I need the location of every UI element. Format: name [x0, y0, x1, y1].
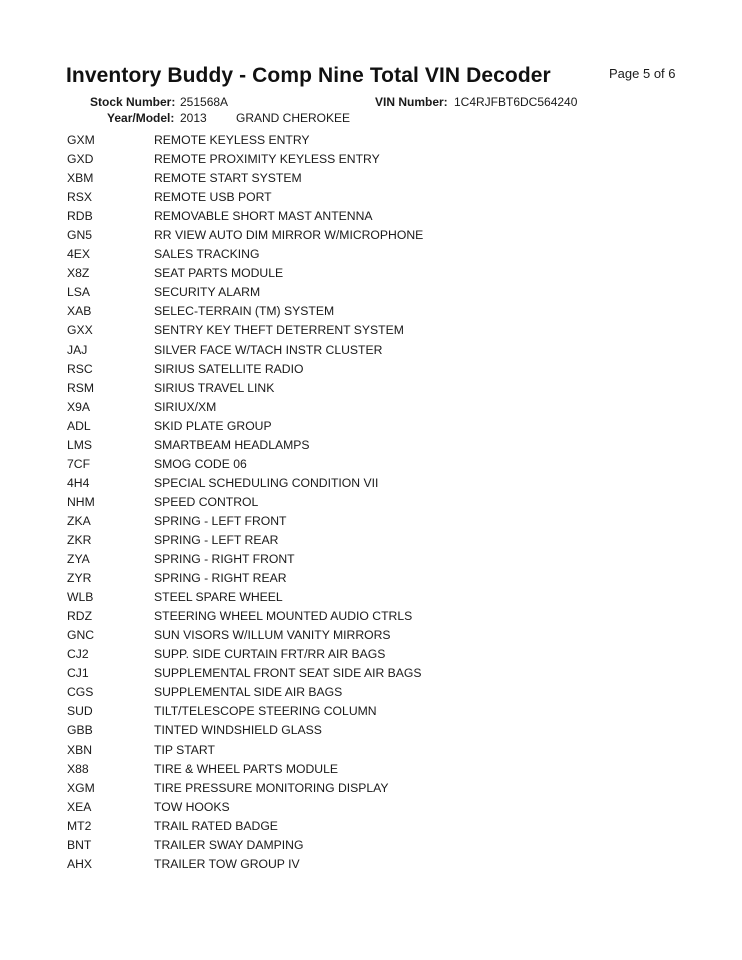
option-description: TIP START — [154, 742, 215, 757]
stock-number-label: Stock Number: — [90, 95, 176, 109]
code-row — [0, 131, 742, 150]
code-row — [0, 683, 742, 702]
option-description: TRAILER SWAY DAMPING — [154, 837, 304, 852]
option-code: BNT — [67, 837, 92, 852]
option-description: STEEL SPARE WHEEL — [154, 590, 283, 605]
code-row — [0, 474, 742, 493]
option-code: WLB — [67, 590, 94, 605]
option-code: GN5 — [67, 228, 93, 243]
year-value: 2013 — [180, 111, 207, 125]
option-code: RDB — [67, 209, 93, 224]
option-description: REMOTE USB PORT — [154, 190, 272, 205]
option-code: GXM — [67, 133, 95, 147]
option-code: GXX — [67, 323, 93, 338]
option-description: SELEC-TERRAIN (TM) SYSTEM — [154, 304, 335, 319]
code-row — [0, 512, 742, 531]
option-description: SPRING - RIGHT REAR — [154, 571, 287, 586]
option-description: REMOTE START SYSTEM — [154, 171, 302, 186]
stock-number-value: 251568A — [180, 95, 229, 109]
option-description: REMOVABLE SHORT MAST ANTENNA — [154, 209, 373, 224]
option-description: SUN VISORS W/ILLUM VANITY MIRRORS — [154, 628, 391, 643]
option-code: NHM — [67, 494, 95, 509]
option-code: CJ2 — [67, 647, 89, 662]
code-row — [0, 436, 742, 455]
code-row — [0, 169, 742, 188]
option-description: REMOTE KEYLESS ENTRY — [154, 133, 310, 147]
code-row — [0, 741, 742, 760]
option-description: SKID PLATE GROUP — [154, 418, 272, 433]
document-title: Inventory Buddy - Comp Nine Total VIN Decoder — [66, 64, 551, 87]
code-row — [0, 550, 742, 569]
option-description: SPECIAL SCHEDULING CONDITION VII — [154, 475, 379, 490]
option-code: XGM — [67, 780, 95, 795]
vin-number-label: VIN Number: — [375, 95, 448, 109]
code-row — [0, 360, 742, 379]
code-row — [0, 817, 742, 836]
option-code: JAJ — [67, 342, 88, 357]
option-code: SUD — [67, 704, 93, 719]
code-row — [0, 302, 742, 321]
option-code: X88 — [67, 761, 89, 776]
option-description: TOW HOOKS — [154, 799, 230, 814]
code-row — [0, 779, 742, 798]
option-code: RSX — [67, 190, 93, 205]
code-row — [0, 531, 742, 550]
code-row — [0, 645, 742, 664]
code-row — [0, 226, 742, 245]
option-description: SIRIUS SATELLITE RADIO — [154, 361, 304, 376]
option-description: SUPP. SIDE CURTAIN FRT/RR AIR BAGS — [154, 647, 386, 662]
code-row — [0, 398, 742, 417]
code-row — [0, 702, 742, 721]
code-row — [0, 607, 742, 626]
option-code: XAB — [67, 304, 92, 319]
option-description: SALES TRACKING — [154, 247, 260, 262]
code-row — [0, 760, 742, 779]
option-code: MT2 — [67, 818, 92, 833]
code-row — [0, 588, 742, 607]
option-description: TIRE PRESSURE MONITORING DISPLAY — [154, 780, 389, 795]
code-row — [0, 721, 742, 740]
option-description: RR VIEW AUTO DIM MIRROR W/MICROPHONE — [154, 228, 424, 243]
option-description: TILT/TELESCOPE STEERING COLUMN — [154, 704, 377, 719]
option-code: CGS — [67, 685, 94, 700]
option-code: AHX — [67, 856, 93, 871]
option-code: GNC — [67, 628, 95, 643]
year-model-label: Year/Model: — [107, 111, 175, 125]
option-code: XBN — [67, 742, 93, 757]
option-description: STEERING WHEEL MOUNTED AUDIO CTRLS — [154, 609, 413, 624]
code-row — [0, 417, 742, 436]
option-code: RSC — [67, 361, 93, 376]
option-description: TINTED WINDSHIELD GLASS — [154, 723, 322, 738]
option-code: ZKR — [67, 532, 92, 547]
option-code: 4H4 — [67, 475, 90, 490]
option-description: TRAIL RATED BADGE — [154, 818, 278, 833]
option-description: SEAT PARTS MODULE — [154, 266, 284, 281]
code-row — [0, 321, 742, 340]
option-code: 7CF — [67, 456, 91, 471]
option-code: LMS — [67, 437, 93, 452]
option-code: CJ1 — [67, 666, 89, 681]
code-row — [0, 836, 742, 855]
option-code: XBM — [67, 171, 94, 186]
option-code: XEA — [67, 799, 92, 814]
option-description: SENTRY KEY THEFT DETERRENT SYSTEM — [154, 323, 404, 338]
option-code: GXD — [67, 152, 94, 167]
option-description: SECURITY ALARM — [154, 285, 261, 300]
option-code: GBB — [67, 723, 93, 738]
option-description: SPEED CONTROL — [154, 494, 259, 509]
option-description: TRAILER TOW GROUP IV — [154, 856, 300, 871]
option-description: TIRE & WHEEL PARTS MODULE — [154, 761, 338, 776]
code-row — [0, 379, 742, 398]
option-code: RDZ — [67, 609, 93, 624]
code-row — [0, 493, 742, 512]
model-value: GRAND CHEROKEE — [236, 111, 351, 125]
code-row — [0, 150, 742, 169]
option-code: X9A — [67, 399, 91, 414]
code-row — [0, 207, 742, 226]
code-row — [0, 188, 742, 207]
option-code: ADL — [67, 418, 91, 433]
code-row — [0, 245, 742, 264]
option-code: ZKA — [67, 513, 91, 528]
option-code: X8Z — [67, 266, 90, 281]
code-row — [0, 855, 742, 874]
option-description: SPRING - RIGHT FRONT — [154, 552, 295, 567]
option-description: REMOTE PROXIMITY KEYLESS ENTRY — [154, 152, 380, 167]
option-description: SPRING - LEFT REAR — [154, 532, 279, 547]
option-code: ZYA — [67, 552, 90, 567]
option-code: LSA — [67, 285, 91, 300]
option-description: SIRIUX/XM — [154, 399, 217, 414]
page-number: Page 5 of 6 — [609, 66, 676, 81]
code-row — [0, 341, 742, 360]
code-row — [0, 283, 742, 302]
option-description: SUPPLEMENTAL SIDE AIR BAGS — [154, 685, 343, 700]
option-code: ZYR — [67, 571, 92, 586]
option-description: SUPPLEMENTAL FRONT SEAT SIDE AIR BAGS — [154, 666, 422, 681]
option-description: SILVER FACE W/TACH INSTR CLUSTER — [154, 342, 383, 357]
code-row — [0, 798, 742, 817]
code-row — [0, 569, 742, 588]
option-description: SMOG CODE 06 — [154, 456, 247, 471]
code-row — [0, 264, 742, 283]
vin-number-value: 1C4RJFBT6DC564240 — [454, 95, 578, 109]
option-description: SMARTBEAM HEADLAMPS — [154, 437, 310, 452]
code-row — [0, 626, 742, 645]
option-code: 4EX — [67, 247, 91, 262]
option-description: SPRING - LEFT FRONT — [154, 513, 287, 528]
code-row — [0, 664, 742, 683]
option-code: RSM — [67, 380, 95, 395]
option-code-list — [0, 131, 742, 874]
code-row — [0, 455, 742, 474]
option-description: SIRIUS TRAVEL LINK — [154, 380, 275, 395]
